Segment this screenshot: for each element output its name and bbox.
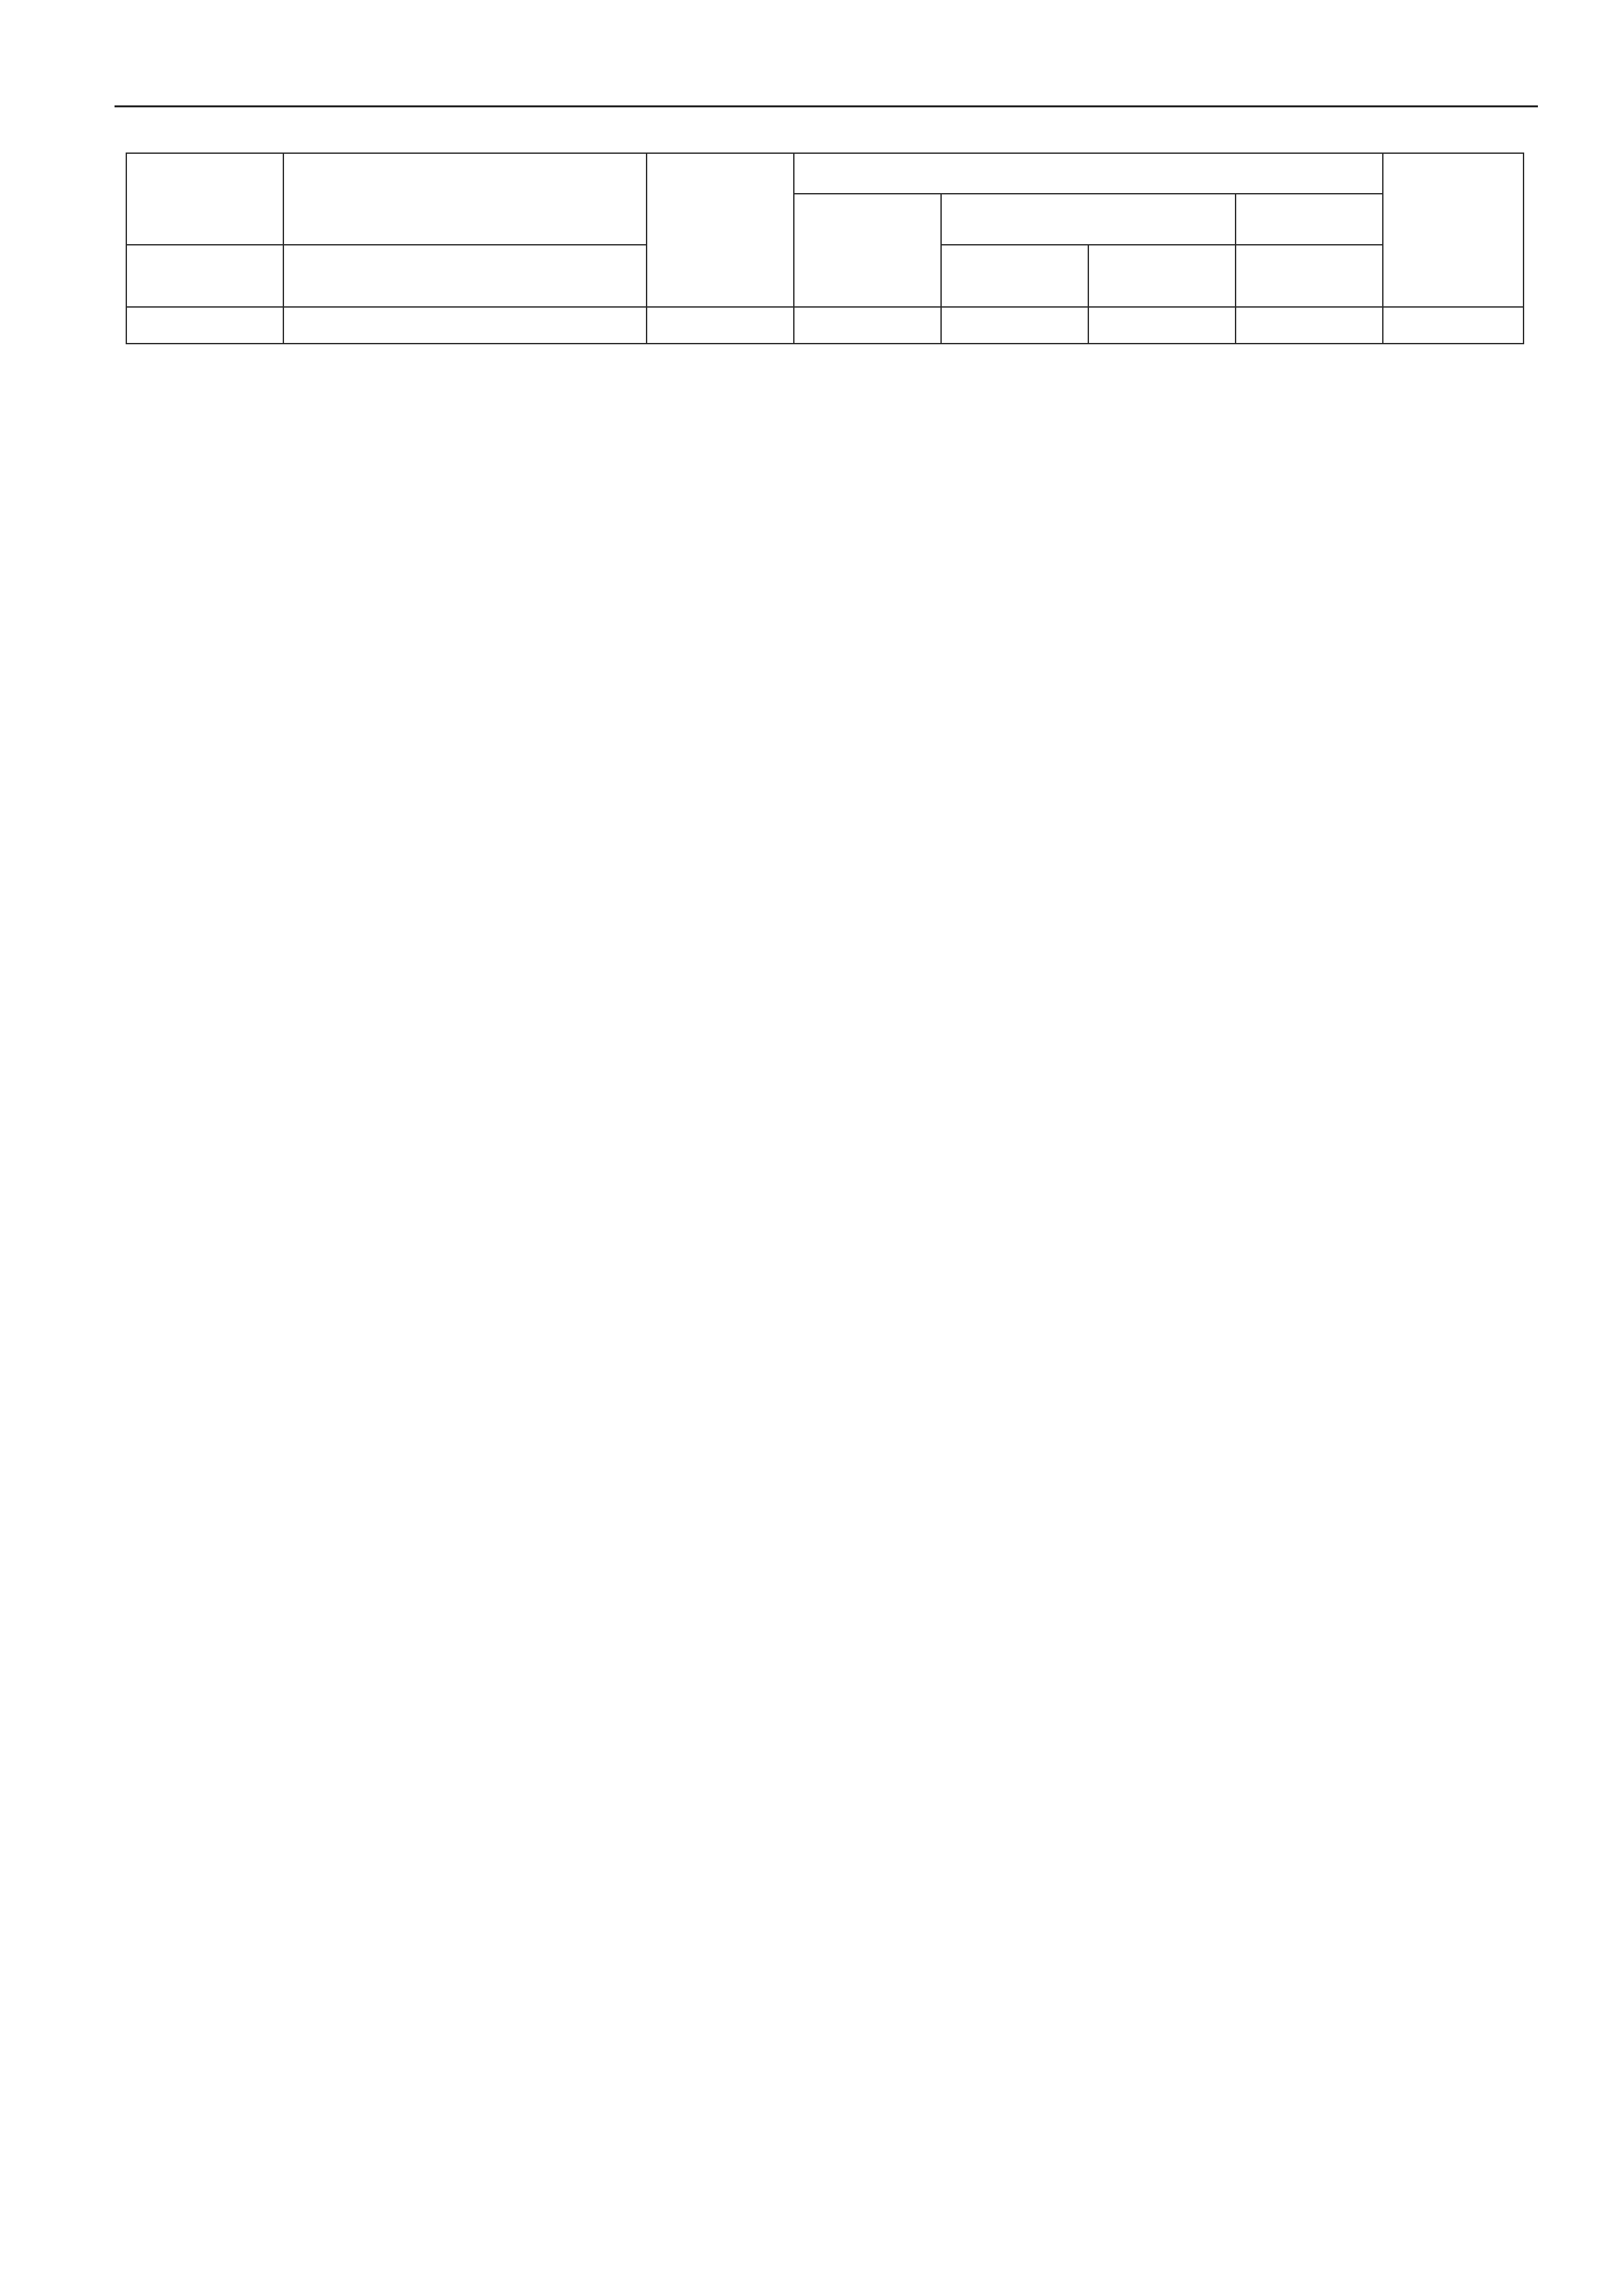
rates-table-frame (126, 152, 1523, 2116)
col-number (1236, 307, 1383, 344)
col2-top-header (283, 153, 647, 245)
col-number (794, 307, 941, 344)
col-number (283, 307, 647, 344)
header-rule (115, 105, 1538, 107)
col-number (126, 307, 283, 344)
materials-header (1236, 194, 1383, 245)
col-number (1088, 307, 1236, 344)
col-number (647, 307, 794, 344)
col3-header (647, 153, 794, 307)
col8-header (1383, 153, 1524, 307)
col1-top-header (126, 153, 283, 245)
rates-table-body (126, 153, 1524, 344)
col2-bottom-header (283, 245, 647, 307)
including-header (794, 153, 1383, 194)
col-number (1383, 307, 1524, 344)
machines-header (941, 194, 1236, 245)
col7-header (1236, 245, 1383, 307)
col5-header (941, 245, 1088, 307)
col-number (941, 307, 1088, 344)
rates-table (126, 152, 1524, 344)
col1-bottom-header (126, 245, 283, 307)
col4-header (794, 194, 941, 307)
col6-header (1088, 245, 1236, 307)
column-numbers-row (126, 307, 1524, 344)
